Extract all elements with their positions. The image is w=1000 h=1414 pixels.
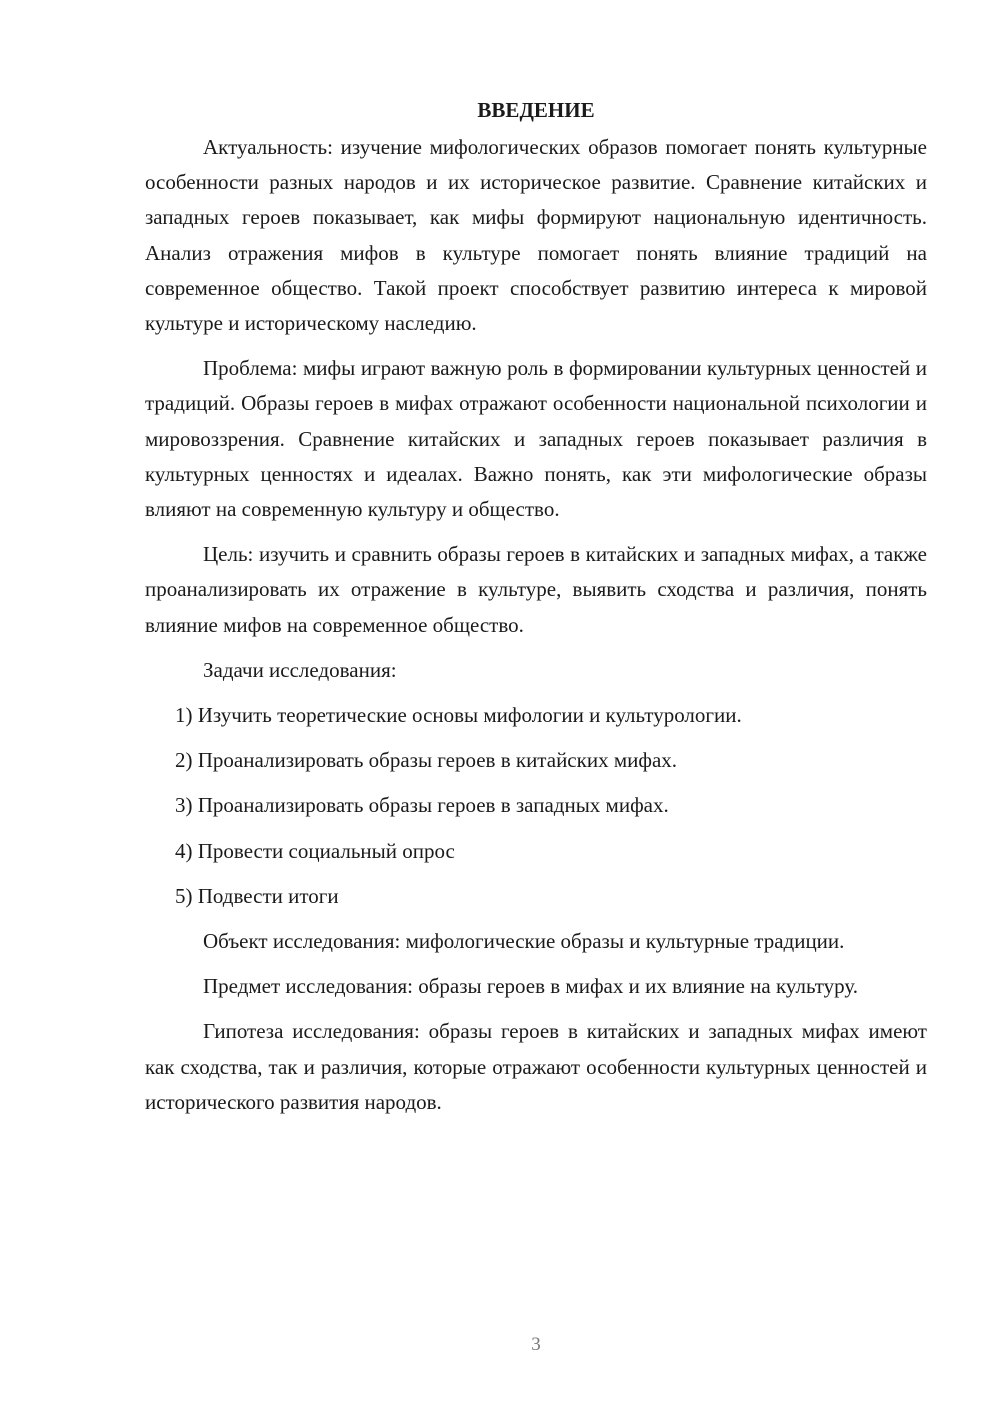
goal-paragraph: Цель: изучить и сравнить образы героев в китайских и западных мифах, а также проанализировать их отражение в культуре, выявить сходства и различия, понять влияние мифов на современное общество. [145, 542, 927, 637]
relevance-paragraph: Актуальность: изучение мифологических образов помогает понять культурные особенности разных народов и их историческое развитие. Сравнение китайских и западных героев показывает, как мифы формируют национальную идентичность. Анализ отражения мифов в культуре помогает понять влияние традиций на современное общество. Такой проект способствует развитию интереса к мировой культуре и историческому наследию. [145, 135, 927, 336]
task-item-5: 5) Подвести итоги [175, 883, 339, 908]
research-object-paragraph: Объект исследования: мифологические образы и культурные традиции. [203, 929, 845, 954]
document-title: ВВЕДЕНИЕ [477, 98, 595, 122]
document-page [145, 96, 927, 1130]
task-item-3: 3) Проанализировать образы героев в западных мифах. [175, 793, 669, 818]
tasks-list [145, 698, 927, 914]
task-item-4: 4) Провести социальный опрос [175, 838, 455, 863]
problem-paragraph: Проблема: мифы играют важную роль в формировании культурных ценностей и традиций. Образы героев в мифах отражают особенности национальной психологии и мировоззрения. Сравнение китайских и западных героев показывает различия в культурных ценностях и идеалах. Важно понять, как эти мифологические образы влияют на современную культуру и общество. [145, 356, 927, 522]
tasks-heading: Задачи исследования: [203, 657, 397, 682]
research-subject-paragraph: Предмет исследования: образы героев в мифах и их влияние на культуру. [203, 974, 858, 999]
task-item-2: 2) Проанализировать образы героев в китайских мифах. [175, 748, 678, 773]
page-number: 3 [531, 1334, 541, 1355]
hypothesis-paragraph: Гипотеза исследования: образы героев в китайских и западных мифах имеют как сходства, так и различия, которые отражают особенности культурных ценностей и исторического развития народов. [145, 1019, 927, 1114]
task-item-1: 1) Изучить теоретические основы мифологии и культурологии. [175, 703, 742, 728]
